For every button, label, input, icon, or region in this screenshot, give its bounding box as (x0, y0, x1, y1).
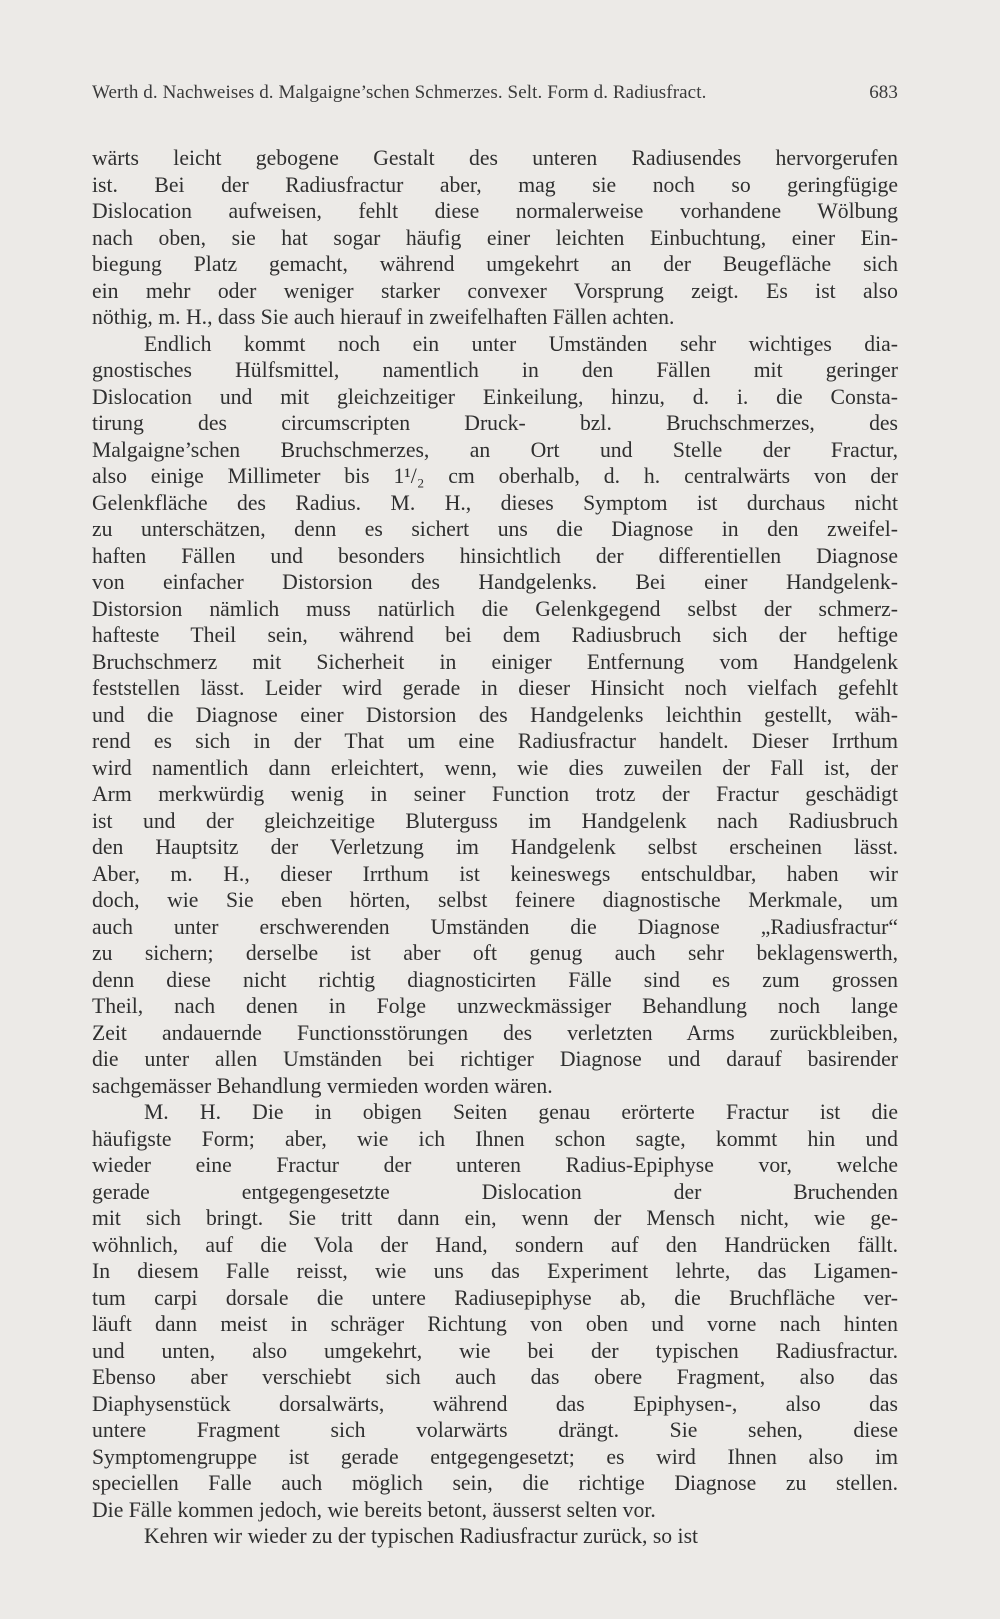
text-line: In diesem Falle reisst, wie uns das Experiment lehrte, das Ligamen- (92, 1259, 898, 1283)
text-line: Symptomengruppe ist gerade entgegengesetzt; es wird Ihnen also im (92, 1444, 898, 1469)
text-line: auch unter erschwerenden Umständen die Diagnose „Radiusfractur“ (92, 914, 898, 939)
text-line: Ebenso aber verschiebt sich auch das obere Fragment, also das (92, 1365, 898, 1389)
text-line: speciellen Falle auch möglich sein, die richtige Diagnose zu stellen. (92, 1471, 898, 1495)
text-line: Endlich kommt noch ein unter Umständen sehr wichtiges dia- (144, 331, 898, 356)
text-line: Distorsion nämlich muss natürlich die Gelenkgegend selbst der schmerz- (92, 596, 898, 621)
text-line: Gelenkfläche des Radius. M. H., dieses Symptom ist durchaus nicht (92, 490, 898, 515)
page-number: 683 (869, 82, 898, 103)
text-line: wird namentlich dann erleichtert, wenn, wie dies zuweilen der Fall ist, der (92, 755, 898, 780)
text-line: und die Diagnose einer Distorsion des Handgelenks leichthin gestellt, wäh- (92, 702, 898, 727)
text-line: nöthig, m. H., dass Sie auch hierauf in zweifelhaften Fällen achten. (92, 305, 675, 329)
text-line: ein mehr oder weniger starker convexer Vorsprung zeigt. Es ist also (92, 278, 898, 303)
text-line: M. H. Die in obigen Seiten genau erörterte Fractur ist die (144, 1100, 898, 1124)
text-line: den Hauptsitz der Verletzung im Handgelenk selbst erscheinen lässt. (92, 835, 898, 859)
text-line: Dislocation aufweisen, fehlt diese normalerweise vorhandene Wölbung (92, 199, 898, 223)
text-line: hafteste Theil sein, während bei dem Radiusbruch sich der heftige (92, 623, 898, 647)
text-line: sachgemässer Behandlung vermieden worden wären. (92, 1073, 553, 1098)
text-line: mit sich bringt. Sie tritt dann ein, wenn der Mensch nicht, wie ge- (92, 1206, 898, 1230)
text-line: tum carpi dorsale die untere Radiusepiphyse ab, die Bruchfläche ver- (92, 1285, 898, 1310)
text-line: also einige Millimeter bis 1¹/₂ cm oberhalb, d. h. centralwärts von der (92, 464, 898, 488)
text-line: Dislocation und mit gleichzeitiger Einkeilung, hinzu, d. i. die Consta- (92, 384, 898, 409)
text-line: nach oben, sie hat sogar häufig einer leichten Einbuchtung, einer Ein- (92, 225, 898, 250)
text-line: Diaphysenstück dorsalwärts, während das Epiphysen-, also das (92, 1391, 898, 1416)
text-line: von einfacher Distorsion des Handgelenks. Bei einer Handgelenk- (92, 570, 898, 594)
text-line: wieder eine Fractur der unteren Radius-Epiphyse vor, welche (92, 1153, 898, 1177)
text-line: wärts leicht gebogene Gestalt des unteren Radiusendes hervorgerufen (92, 146, 898, 170)
text-line: die unter allen Umständen bei richtiger Diagnose und darauf basirender (92, 1047, 898, 1071)
text-line: Die Fälle kommen jedoch, wie bereits betont, äusserst selten vor. (92, 1497, 656, 1522)
text-line: rend es sich in der That um eine Radiusfractur handelt. Dieser Irrthum (92, 729, 898, 753)
text-line: gnostisches Hülfsmittel, namentlich in den Fällen mit geringer (92, 358, 898, 382)
text-line: doch, wie Sie eben hörten, selbst feinere diagnostische Merkmale, um (92, 888, 898, 912)
text-line: häufigste Form; aber, wie ich Ihnen schon sagte, kommt hin und (92, 1126, 898, 1151)
running-title: Werth d. Nachweises d. Malgaigne’schen Schmerzes. Selt. Form d. Radiusfract. (92, 82, 707, 103)
text-line: haften Fällen und besonders hinsichtlich der differentiellen Diagnose (92, 543, 898, 568)
text-line: Kehren wir wieder zu der typischen Radiusfractur zurück, so ist (144, 1524, 699, 1548)
text-line: zu unterschätzen, denn es sichert uns die Diagnose in den zweifel- (92, 517, 898, 541)
text-line: biegung Platz gemacht, während umgekehrt an der Beugefläche sich (92, 252, 898, 276)
text-line: feststellen lässt. Leider wird gerade in dieser Hinsicht noch vielfach gefehlt (92, 676, 898, 700)
text-line: zu sichern; derselbe ist aber oft genug auch sehr beklagenswerth, (92, 941, 898, 965)
text-line: Zeit andauernde Functionsstörungen des verletzten Arms zurückbleiben, (92, 1020, 898, 1045)
text-line: denn diese nicht richtig diagnosticirten Fälle sind es zum grossen (92, 967, 898, 992)
page-header (92, 82, 898, 108)
text-line: Bruchschmerz mit Sicherheit in einiger Entfernung vom Handgelenk (92, 649, 898, 674)
text-line: Aber, m. H., dieser Irrthum ist keineswegs entschuldbar, haben wir (92, 861, 898, 886)
body-text (92, 145, 898, 1550)
text-line: Arm merkwürdig wenig in seiner Function trotz der Fractur geschädigt (92, 782, 898, 806)
text-line: untere Fragment sich volarwärts drängt. Sie sehen, diese (92, 1418, 898, 1442)
text-line: Theil, nach denen in Folge unzweckmässiger Behandlung noch lange (92, 994, 898, 1018)
text-line: gerade entgegengesetzte Dislocation der Bruchenden (92, 1179, 898, 1204)
text-line: wöhnlich, auf die Vola der Hand, sondern auf den Handrücken fällt. (92, 1232, 898, 1257)
text-line: tirung des circumscripten Druck- bzl. Bruchschmerzes, des (92, 411, 898, 435)
text-line: Malgaigne’schen Bruchschmerzes, an Ort und Stelle der Fractur, (92, 437, 898, 462)
text-line: ist und der gleichzeitige Bluterguss im Handgelenk nach Radiusbruch (92, 808, 898, 833)
text-line: läuft dann meist in schräger Richtung von oben und vorne nach hinten (92, 1312, 898, 1336)
text-line: und unten, also umgekehrt, wie bei der typischen Radiusfractur. (92, 1338, 898, 1363)
text-line: ist. Bei der Radiusfractur aber, mag sie noch so geringfügige (92, 172, 898, 197)
